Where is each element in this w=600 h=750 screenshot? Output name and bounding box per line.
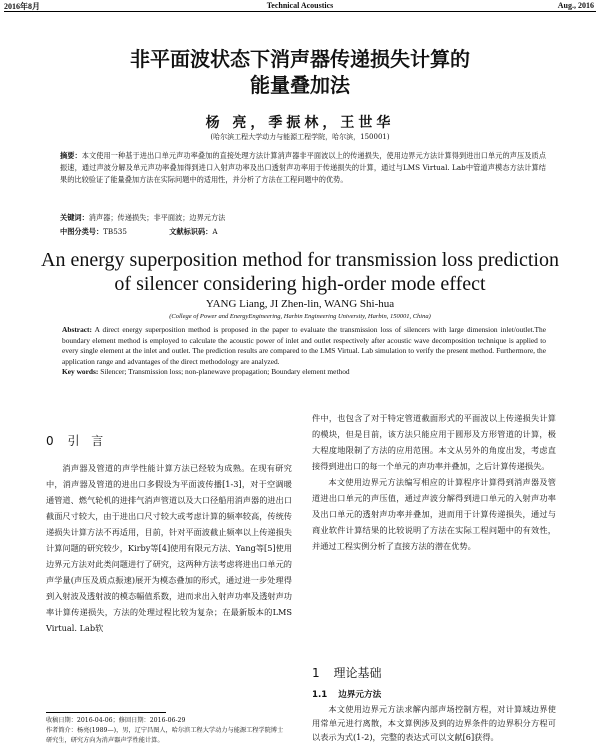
chinese-classification xyxy=(60,226,546,238)
chinese-abstract-text: 本文使用一种基于进出口单元声功率叠加的直接处理方法计算消声器非平面波以上的传递损失，使用边界元方法计算得到进出口单元的声压及质点振速，通过声波分解及单元声功率叠加得到进口入射声功率及出口透射声功率用于传递损失的计算，通过与LMS Virtual. Lab中管道声模态方法计算结果的比较验证了能量叠加方法在实际问题中的适用性，并分析了方法在工程问题中的优势。 xyxy=(60,151,546,184)
chinese-title-line1: 非平面波状态下消声器传递损失计算的 xyxy=(130,47,470,71)
footnote-author-text: 杨亮(1989—)，男，辽宁昌图人，哈尔滨工程大学动力与能源工程学院博士研究生，研究方向为消声器声学性能计算。 xyxy=(46,727,284,744)
section-1-1-title: 边界元方法 xyxy=(338,690,382,700)
footnote xyxy=(46,716,286,746)
section-1-title: 理论基础 xyxy=(333,666,382,680)
footnote-author xyxy=(46,726,286,746)
section-0-heading xyxy=(46,432,107,449)
english-abstract xyxy=(62,325,546,378)
chinese-title xyxy=(0,46,600,98)
english-authors: YANG Liang, JI Zhen-lin, WANG Shi-hua xyxy=(205,298,395,310)
footnote-received: 收稿日期：2016-04-06；修回日期：2016-06-29 xyxy=(46,717,186,724)
left-column-paragraph: 消声器及管道的声学性能计算方法已经较为成熟。在现有研究中，消声器及管道的进出口多假设为平面波传播[1-3]，对于空调暖通管道、燃气轮机的进排气消声管道以及大口径船用消声器的进出口截面尺寸较大，由于进出口尺寸较大或考虑计算的频率较高，传统传递损失计算方法不再适用，目前，针对平面波截止频率以上传递损失计算问题的研究较少，Kirby等[4]使用有限元方法、Yang等[5]使用边界元方法对此类问题进行了研究，这两种方法考虑将进出口单元的声学量(声压及质点振速)展开为模态叠加的形式，通过进一步处理得到入射波及透射波的模态幅值系数，进而求出入射声功率及透射声功率计算传递损失，方法的处理过程比较为复杂；在最新版本的LMS Virtual. Lab软 xyxy=(46,463,293,633)
left-column xyxy=(46,460,292,636)
section-0-title: 引 言 xyxy=(67,434,108,448)
section-1-1-heading xyxy=(312,688,381,700)
chinese-keywords xyxy=(60,212,546,224)
chinese-keywords-label: 关键词： xyxy=(60,213,89,222)
english-title-line2: of silencer considering high-order mode effect xyxy=(114,273,486,295)
english-title xyxy=(0,248,600,296)
header-date-right: Aug., 2016 xyxy=(557,1,594,10)
right-column xyxy=(312,410,556,554)
header-rule xyxy=(4,11,596,12)
english-keywords xyxy=(62,367,546,378)
document-code-value: A xyxy=(212,227,218,236)
section-1-1-number: 1.1 xyxy=(312,690,328,700)
section-1-number: 1 xyxy=(312,666,320,680)
class-number-label: 中图分类号： xyxy=(60,227,104,236)
right-column-paragraph-2: 本文使用边界元方法编写相应的计算程序计算得到消声器及管道进出口单元的声压值，通过声波分解得到进口单元的入射声功率及出口单元的透射声功率并叠加，进而用于计算传递损失，通过与商业软件计算结果的比较说明了方法在实际工程问题中的有效性，并通过工程实例分析了直接方法的潜在优势。 xyxy=(312,477,556,551)
header-date-left: 2016年8月 xyxy=(4,2,40,11)
right-column-bottom xyxy=(312,702,556,744)
chinese-keywords-text: 消声器；传递损失；非平面波；边界元方法 xyxy=(88,213,226,222)
right-column-paragraph-1: 件中，也包含了对于特定管道截面形式的平面波以上传递损失计算的模块，但是目前，该方法只能应用于圆形及方形管道的计算，极大程度地限制了方法的应用范围。本文从另外的角度出发，考虑直接得到进出口的每一个单元的声功率并叠加，之后计算传递损失。 xyxy=(312,413,556,471)
chinese-abstract-label: 摘要： xyxy=(60,151,82,160)
chinese-affiliation: (哈尔滨工程大学动力与能源工程学院，哈尔滨，150001) xyxy=(210,133,390,141)
section-0-number: 0 xyxy=(46,434,54,448)
chinese-abstract xyxy=(60,150,546,186)
footnote-rule xyxy=(46,712,166,713)
header-journal: Technical Acoustics xyxy=(266,1,334,10)
right-column-paragraph-3: 本文使用边界元方法求解内部声场控制方程，对计算域边界使用常单元进行离散，本文算例涉及到的边界条件的边界积分方程可以表示为式(1-2)，完整的表达式可以文献[6]获得。 xyxy=(312,704,556,742)
document-code-label: 文献标识码： xyxy=(169,227,213,236)
english-keywords-label: Key words: xyxy=(62,367,99,376)
section-1-heading xyxy=(312,664,381,681)
english-abstract-label: Abstract: xyxy=(62,325,92,334)
chinese-title-line2: 能量叠加法 xyxy=(250,73,350,97)
running-header xyxy=(0,0,600,12)
class-number-value: TB535 xyxy=(103,227,127,236)
english-keywords-text: Silencer; Transmission loss; non-planewave propagation; Boundary element method xyxy=(100,367,350,376)
english-title-line1: An energy superposition method for transmission loss prediction xyxy=(41,249,559,271)
english-affiliation: (College of Power and EnergyEngineering, Harbin Engineering University, Harbin, 150001, China) xyxy=(169,313,431,320)
english-abstract-text: A direct energy superposition method is proposed in the paper to evaluate the transmission loss of silencers with large dimension inlet/outlet.The boundary element method is employed to calculate the acoustic power of inlet and outlet respectively after acoustic wave decomposition technique is applied to every single element at the inlet and outlet. The prediction results are compared to the LMS Virtual. Lab simulation to verify the present method. Furthermore, the application range and advantages of the direct methodology are analyzed. xyxy=(62,325,546,366)
footnote-author-label: 作者简介： xyxy=(46,727,77,734)
chinese-authors: 杨 亮，季振林，王世华 xyxy=(205,115,395,131)
